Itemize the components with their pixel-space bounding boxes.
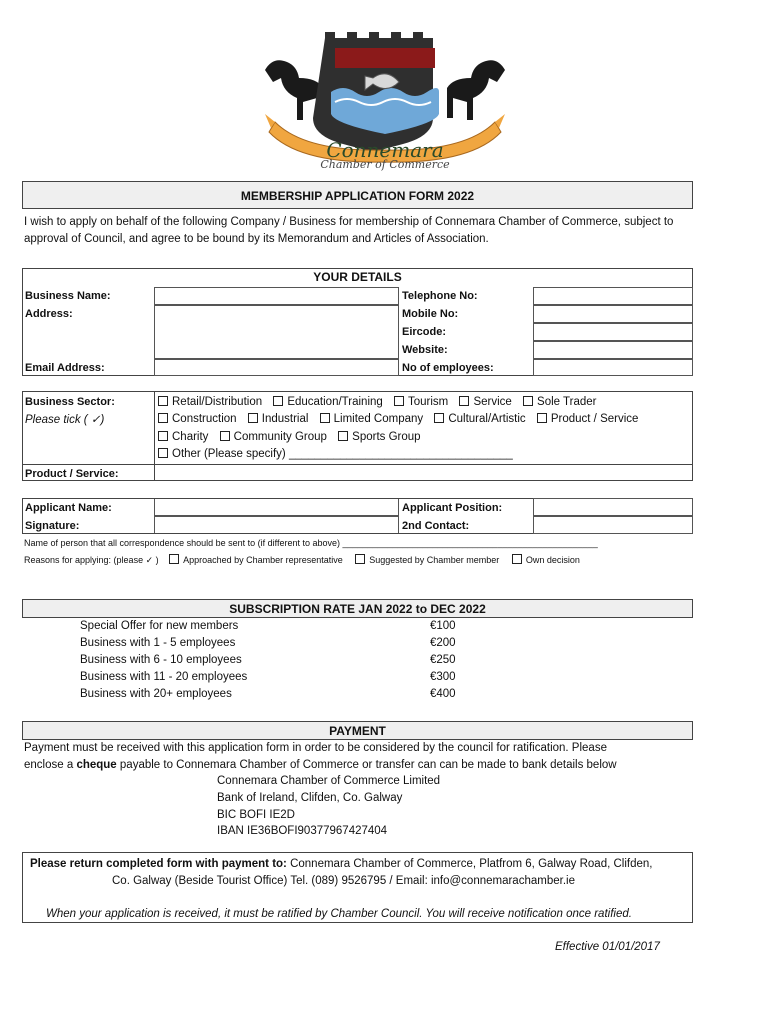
business-sector-label: Business Sector: bbox=[25, 396, 115, 408]
sector-option[interactable]: Product / Service bbox=[537, 413, 639, 425]
business-name-label: Business Name: bbox=[25, 290, 111, 302]
applicant-name-label: Applicant Name: bbox=[25, 502, 112, 514]
payment-header: PAYMENT bbox=[22, 721, 693, 740]
subscription-row-label: Special Offer for new members bbox=[80, 620, 239, 632]
checkbox-icon[interactable] bbox=[320, 413, 330, 423]
signature-label: Signature: bbox=[25, 520, 80, 532]
subscription-row-price: €200 bbox=[430, 637, 456, 649]
telephone-label: Telephone No: bbox=[402, 290, 478, 302]
applicant-position-label: Applicant Position: bbox=[402, 502, 503, 514]
logo bbox=[255, 30, 515, 175]
sector-option[interactable]: Education/Training bbox=[273, 396, 382, 408]
business-name-input[interactable] bbox=[154, 287, 399, 305]
subscription-header: SUBSCRIPTION RATE JAN 2022 to DEC 2022 bbox=[22, 599, 693, 618]
correspondence-line: Name of person that all correspondence should be sent to (if different to above) ___________________________________________________ bbox=[24, 538, 598, 548]
logo-subtitle: Chamber of Commerce bbox=[320, 158, 450, 171]
cheque-text: cheque bbox=[76, 759, 117, 771]
return-line-1 bbox=[30, 858, 652, 870]
subscription-row-label: Business with 1 - 5 employees bbox=[80, 637, 236, 649]
eircode-input[interactable] bbox=[533, 323, 693, 341]
checkbox-icon[interactable] bbox=[220, 431, 230, 441]
checkbox-icon[interactable] bbox=[459, 396, 469, 406]
checkbox-icon[interactable] bbox=[158, 431, 168, 441]
logo-name: Connemara bbox=[326, 138, 444, 162]
checkbox-icon[interactable] bbox=[512, 554, 522, 564]
subscription-row-label: Business with 11 - 20 employees bbox=[80, 671, 248, 683]
checkbox-icon[interactable] bbox=[158, 448, 168, 458]
sector-row-3 bbox=[158, 431, 429, 443]
sector-row-4 bbox=[158, 448, 521, 460]
return-line-2: Co. Galway (Beside Tourist Office) Tel. (089) 9526795 / Email: info@connemarachamber.ie bbox=[112, 875, 575, 887]
subscription-row-label: Business with 6 - 10 employees bbox=[80, 654, 242, 666]
bank-line: IBAN IE36BOFI90377967427404 bbox=[217, 825, 388, 837]
checkbox-icon[interactable] bbox=[248, 413, 258, 423]
sector-option[interactable]: Construction bbox=[158, 413, 237, 425]
payment-text: enclose a bbox=[24, 759, 77, 771]
reason-option[interactable]: Own decision bbox=[512, 555, 580, 565]
intro-text: I wish to apply on behalf of the following Company / Business for membership of Connemara Chamber of Commerce, subject to approval of Council, and agree to be bound by its Memorandum and Articles of Association. bbox=[24, 216, 674, 245]
subscription-table bbox=[80, 620, 500, 710]
checkbox-icon[interactable] bbox=[169, 554, 179, 564]
sector-option[interactable]: Service bbox=[459, 396, 511, 408]
sector-option[interactable]: Sports Group bbox=[338, 431, 420, 443]
form-title: MEMBERSHIP APPLICATION FORM 2022 bbox=[22, 181, 693, 209]
checkbox-icon[interactable] bbox=[434, 413, 444, 423]
reasons-row bbox=[24, 554, 580, 566]
return-text: Connemara Chamber of Commerce, Platfrom 6, Galway Road, Clifden, bbox=[286, 858, 653, 870]
subscription-row-price: €250 bbox=[430, 654, 456, 666]
sector-option[interactable]: Community Group bbox=[220, 431, 327, 443]
checkbox-icon[interactable] bbox=[273, 396, 283, 406]
ratification-note: When your application is received, it must be ratified by Chamber Council. You will receive notification once ratified. bbox=[46, 908, 632, 920]
business-sector-hint: Please tick ( ✓) bbox=[25, 414, 105, 426]
email-input[interactable] bbox=[154, 359, 399, 376]
telephone-input[interactable] bbox=[533, 287, 693, 305]
payment-line-2 bbox=[24, 759, 617, 771]
eircode-label: Eircode: bbox=[402, 326, 447, 338]
address-label: Address: bbox=[25, 308, 73, 320]
checkbox-icon[interactable] bbox=[394, 396, 404, 406]
payment-text: payable to Connemara Chamber of Commerce or transfer can can be made to bank details below bbox=[116, 759, 617, 771]
your-details-header: YOUR DETAILS bbox=[313, 270, 402, 284]
subscription-row-price: €100 bbox=[430, 620, 456, 632]
sector-option[interactable]: Industrial bbox=[248, 413, 309, 425]
sector-option-other[interactable]: Other (Please specify) ___________________________________ bbox=[158, 448, 513, 460]
return-bold: Please return completed form with payment to: bbox=[30, 858, 287, 870]
checkbox-icon[interactable] bbox=[355, 554, 365, 564]
bank-line: Bank of Ireland, Clifden, Co. Galway bbox=[217, 792, 403, 804]
checkbox-icon[interactable] bbox=[338, 431, 348, 441]
reason-option[interactable]: Approached by Chamber representative bbox=[169, 555, 343, 565]
product-service-input[interactable] bbox=[154, 464, 694, 481]
checkbox-icon[interactable] bbox=[158, 413, 168, 423]
subscription-row-price: €300 bbox=[430, 671, 456, 683]
subscription-row-label: Business with 20+ employees bbox=[80, 688, 232, 700]
sector-option[interactable]: Cultural/Artistic bbox=[434, 413, 525, 425]
checkbox-icon[interactable] bbox=[158, 396, 168, 406]
address-input[interactable] bbox=[154, 305, 399, 359]
payment-line-1: Payment must be received with this application form in order to be considered by the council for ratification. Please bbox=[24, 742, 607, 754]
sector-option[interactable]: Limited Company bbox=[320, 413, 423, 425]
sector-row-2 bbox=[158, 413, 646, 425]
sector-option[interactable]: Charity bbox=[158, 431, 208, 443]
applicant-position-input[interactable] bbox=[533, 498, 693, 516]
sector-option[interactable]: Sole Trader bbox=[523, 396, 596, 408]
checkbox-icon[interactable] bbox=[523, 396, 533, 406]
sector-option[interactable]: Retail/Distribution bbox=[158, 396, 262, 408]
subscription-row-price: €400 bbox=[430, 688, 456, 700]
reasons-label: Reasons for applying: (please ✓ ) bbox=[24, 555, 159, 565]
checkbox-icon[interactable] bbox=[537, 413, 547, 423]
sector-row-1 bbox=[158, 396, 604, 408]
website-label: Website: bbox=[402, 344, 448, 356]
mobile-label: Mobile No: bbox=[402, 308, 459, 320]
second-contact-label: 2nd Contact: bbox=[402, 520, 470, 532]
product-service-label: Product / Service: bbox=[25, 468, 119, 480]
bank-line: BIC BOFI IE2D bbox=[217, 809, 295, 821]
effective-date: Effective 01/01/2017 bbox=[555, 941, 660, 953]
second-contact-input[interactable] bbox=[533, 516, 693, 534]
employees-label: No of employees: bbox=[402, 362, 494, 374]
bank-line: Connemara Chamber of Commerce Limited bbox=[217, 775, 441, 787]
sector-option[interactable]: Tourism bbox=[394, 396, 448, 408]
mobile-input[interactable] bbox=[533, 305, 693, 323]
email-label: Email Address: bbox=[25, 362, 105, 374]
website-input[interactable] bbox=[533, 341, 693, 359]
reason-option[interactable]: Suggested by Chamber member bbox=[355, 555, 499, 565]
employees-input[interactable] bbox=[533, 359, 693, 376]
